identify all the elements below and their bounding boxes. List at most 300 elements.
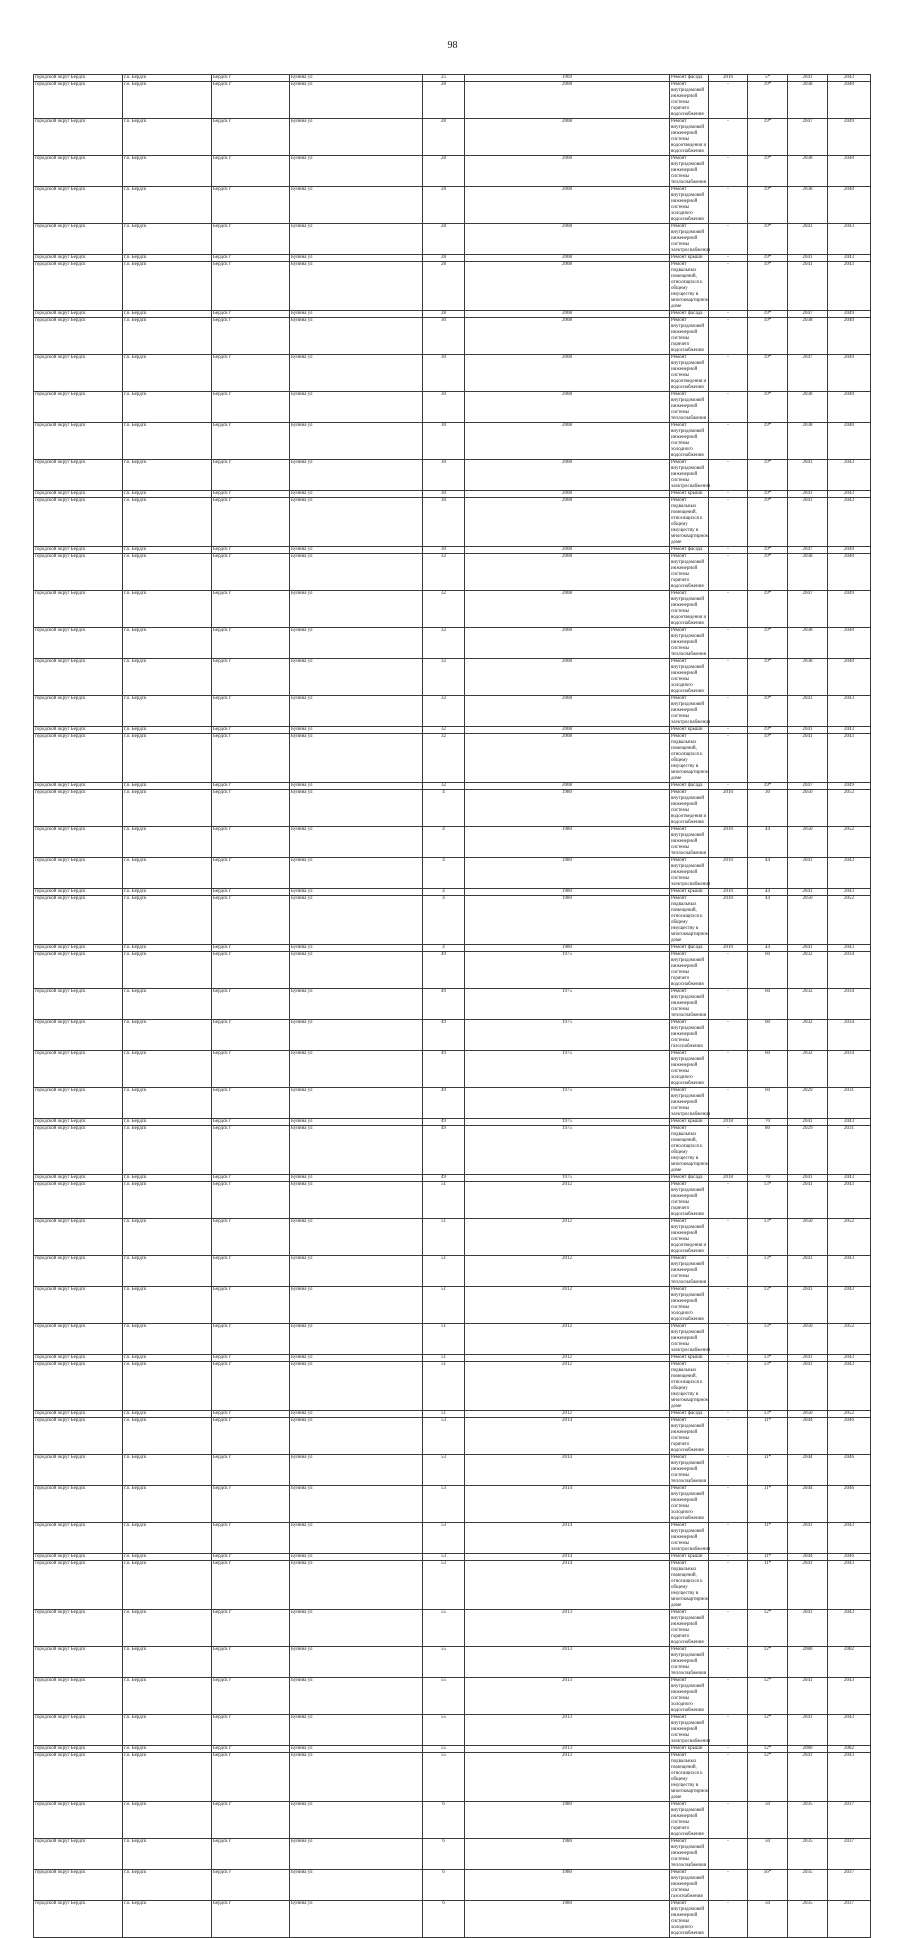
- cell-work-type: Ремонт крыши: [670, 491, 709, 498]
- cell-work-type: Ремонт фасада: [670, 945, 709, 952]
- table-row: [34, 423, 871, 460]
- cell-area: городской округ Бердск: [34, 1362, 123, 1411]
- cell-last-repair-year: -: [709, 1678, 748, 1715]
- cell-street: Бунина ул: [290, 547, 423, 554]
- cell-house: 49: [423, 1020, 465, 1051]
- cell-settlement: г.о. Бердск: [123, 255, 212, 262]
- cell-house: 32: [423, 628, 465, 659]
- cell-end-year: 2043: [828, 945, 871, 952]
- cell-start-year: 2041: [788, 1182, 828, 1219]
- cell-city: Бердск г: [212, 119, 290, 156]
- cell-build-year: 2012: [465, 1182, 670, 1219]
- cell-start-year: 2047: [788, 783, 828, 790]
- cell-street: Бунина ул: [290, 119, 423, 156]
- cell-last-repair-year: -: [709, 1647, 748, 1678]
- cell-service-period: 44: [748, 889, 788, 896]
- cell-last-repair-year: -: [709, 1610, 748, 1647]
- table-row: [34, 156, 871, 187]
- cell-start-year: 2032: [788, 952, 828, 989]
- cell-last-repair-year: 2010: [709, 827, 748, 858]
- cell-area: городской округ Бердск: [34, 1901, 123, 1938]
- table-row: [34, 896, 871, 945]
- cell-last-repair-year: -: [709, 1362, 748, 1411]
- cell-build-year: 2013: [465, 1678, 670, 1715]
- cell-build-year: 2008: [465, 156, 670, 187]
- cell-settlement: г.о. Бердск: [123, 1610, 212, 1647]
- cell-end-year: 2043: [828, 1119, 871, 1126]
- cell-house: 49: [423, 989, 465, 1020]
- cell-start-year: 2047: [788, 311, 828, 318]
- cell-build-year: 2008: [465, 783, 670, 790]
- cell-service-period: 19*: [748, 498, 788, 547]
- table-row: [34, 355, 871, 392]
- cell-city: Бердск г: [212, 187, 290, 224]
- table-row: [34, 224, 871, 255]
- cell-work-type: Ремонт внутридомовой инженерной системы водоотведения и водоснабжения: [670, 119, 709, 156]
- cell-last-repair-year: -: [709, 952, 748, 989]
- cell-end-year: 2043: [828, 734, 871, 783]
- cell-work-type: Ремонт подвальных помещений, относящихся к общему имуществу в многоквартирном доме: [671, 262, 709, 309]
- cell-street: Бунина ул: [290, 1647, 423, 1678]
- cell-work-type: Ремонт подвальных помещений, относящихся к общему имуществу в многоквартирном доме: [671, 498, 709, 545]
- cell-end-year: 2040: [828, 318, 871, 355]
- cell-service-period: 12*: [748, 1715, 788, 1746]
- cell-start-year: 2038: [788, 628, 828, 659]
- cell-service-period: 30: [748, 790, 788, 827]
- cell-build-year: 2008: [465, 355, 670, 392]
- cell-work-type: Ремонт внутридомовой инженерной системы водоотведения и водоснабжения: [670, 790, 709, 827]
- cell-work-type: Ремонт внутридомовой инженерной системы горячего водоснабжения: [670, 1418, 709, 1455]
- cell-end-year: 2043: [828, 498, 871, 547]
- cell-city: Бердск г: [212, 1610, 290, 1647]
- cell-end-year: 2037: [828, 1839, 871, 1870]
- cell-build-year: 2008: [465, 727, 670, 734]
- cell-last-repair-year: -: [709, 1561, 748, 1610]
- cell-settlement: г.о. Бердск: [123, 1802, 212, 1839]
- table-row: [34, 1523, 871, 1554]
- cell-service-period: 19*: [748, 187, 788, 224]
- cell-work-type: Ремонт внутридомовой инженерной системы теплоснабжения: [670, 628, 709, 659]
- cell-city: Бердск г: [212, 1126, 290, 1175]
- cell-end-year: 2082: [828, 1647, 871, 1678]
- cell-house: 28: [423, 224, 465, 255]
- cell-end-year: 2049: [828, 547, 871, 554]
- cell-service-period: 19*: [748, 460, 788, 491]
- cell-settlement: г.о. Бердск: [123, 311, 212, 318]
- cell-last-repair-year: -: [709, 187, 748, 224]
- cell-start-year: 2041: [788, 1523, 828, 1554]
- cell-house: 51: [423, 1355, 465, 1362]
- cell-street: Бунина ул: [290, 1256, 423, 1287]
- cell-last-repair-year: -: [709, 659, 748, 696]
- cell-work-type: Ремонт внутридомовой инженерной системы теплоснабжения: [670, 1647, 709, 1678]
- cell-last-repair-year: -: [709, 156, 748, 187]
- cell-start-year: 2041: [788, 1119, 828, 1126]
- cell-start-year: 2047: [788, 591, 828, 628]
- cell-city: Бердск г: [212, 1287, 290, 1324]
- cell-build-year: 1975: [465, 1175, 670, 1182]
- cell-build-year: 1975: [465, 1051, 670, 1088]
- table-row: [34, 783, 871, 790]
- cell-build-year: 2008: [465, 255, 670, 262]
- cell-start-year: 2035: [788, 1901, 828, 1938]
- cell-work-type: Ремонт внутридомовой инженерной системы электроснабжения: [671, 1324, 711, 1353]
- cell-start-year: 2038: [788, 423, 828, 460]
- cell-city: Бердск г: [212, 1219, 290, 1256]
- cell-settlement: г.о. Бердск: [123, 547, 212, 554]
- cell-service-period: 44: [748, 827, 788, 858]
- cell-build-year: 1975: [465, 1126, 670, 1175]
- cell-city: Бердск г: [212, 790, 290, 827]
- cell-last-repair-year: -: [709, 224, 748, 255]
- cell-start-year: 2038: [788, 392, 828, 423]
- cell-build-year: 1975: [465, 1088, 670, 1119]
- cell-last-repair-year: -: [709, 392, 748, 423]
- table-row: [34, 989, 871, 1020]
- cell-settlement: г.о. Бердск: [123, 75, 212, 82]
- cell-last-repair-year: -: [709, 1182, 748, 1219]
- cell-work-type: Ремонт внутридомовой инженерной системы холодного водоснабжения: [670, 187, 709, 224]
- cell-build-year: 2008: [465, 628, 670, 659]
- cell-settlement: г.о. Бердск: [123, 1182, 212, 1219]
- cell-build-year: 2008: [465, 311, 670, 318]
- cell-service-period: 11*: [748, 1561, 788, 1610]
- cell-street: Бунина ул: [290, 1839, 423, 1870]
- cell-house: 53: [423, 1418, 465, 1455]
- cell-end-year: 2040: [828, 82, 871, 119]
- cell-city: Бердск г: [212, 224, 290, 255]
- table-row: [34, 659, 871, 696]
- cell-area: городской округ Бердск: [34, 75, 123, 82]
- cell-street: Бунина ул: [290, 1715, 423, 1746]
- cell-settlement: г.о. Бердск: [123, 156, 212, 187]
- table-row: [34, 727, 871, 734]
- cell-city: Бердск г: [212, 82, 290, 119]
- cell-build-year: 2008: [465, 554, 670, 591]
- cell-street: Бунина ул: [290, 1020, 423, 1051]
- cell-build-year: 2008: [465, 82, 670, 119]
- table-row: [34, 1362, 871, 1411]
- cell-street: Бунина ул: [290, 82, 423, 119]
- cell-end-year: 2043: [828, 1287, 871, 1324]
- cell-end-year: 2043: [828, 460, 871, 491]
- cell-house: 51: [423, 1411, 465, 1418]
- cell-last-repair-year: 2010: [709, 790, 748, 827]
- cell-last-repair-year: 2016: [709, 75, 748, 82]
- cell-settlement: г.о. Бердск: [123, 727, 212, 734]
- cell-work-type: Ремонт внутридомовой инженерной системы горячего водоснабжения: [670, 554, 709, 591]
- cell-last-repair-year: -: [709, 1287, 748, 1324]
- cell-house: 6: [423, 1870, 465, 1901]
- cell-area: городской округ Бердск: [34, 1324, 123, 1355]
- cell-service-period: 12*: [748, 1610, 788, 1647]
- cell-settlement: г.о. Бердск: [123, 1523, 212, 1554]
- cell-settlement: г.о. Бердск: [123, 1901, 212, 1938]
- cell-street: Бунина ул: [290, 423, 423, 460]
- cell-end-year: 2037: [828, 1870, 871, 1901]
- cell-work-type: Ремонт внутридомовой инженерной системы теплоснабжения: [670, 392, 709, 423]
- cell-city: Бердск г: [212, 1753, 290, 1802]
- cell-start-year: 2041: [788, 498, 828, 547]
- cell-street: Бунина ул: [290, 1901, 423, 1938]
- cell-end-year: 2043: [828, 255, 871, 262]
- cell-city: Бердск г: [212, 734, 290, 783]
- cell-last-repair-year: -: [709, 1802, 748, 1839]
- cell-area: городской округ Бердск: [34, 727, 123, 734]
- cell-work-type: Ремонт крыши: [670, 727, 709, 734]
- cell-area: городской округ Бердск: [34, 82, 123, 119]
- cell-house: 32: [423, 783, 465, 790]
- table-row: [34, 255, 871, 262]
- cell-settlement: г.о. Бердск: [123, 945, 212, 952]
- cell-area: городской округ Бердск: [34, 889, 123, 896]
- cell-start-year: 2050: [788, 1324, 828, 1355]
- cell-work-type: Ремонт подвальных помещений, относящихся к общему имуществу в многоквартирном доме: [671, 1362, 709, 1409]
- cell-city: Бердск г: [212, 628, 290, 659]
- cell-area: городской округ Бердск: [34, 1802, 123, 1839]
- cell-last-repair-year: -: [709, 1324, 748, 1355]
- cell-last-repair-year: -: [709, 1411, 748, 1418]
- cell-area: городской округ Бердск: [34, 734, 123, 783]
- cell-house: 4: [423, 790, 465, 827]
- cell-house: 32: [423, 591, 465, 628]
- cell-service-period: 12*: [748, 1746, 788, 1753]
- table-row: [34, 491, 871, 498]
- cell-last-repair-year: -: [709, 783, 748, 790]
- cell-start-year: 2044: [788, 1486, 828, 1523]
- cell-last-repair-year: -: [709, 591, 748, 628]
- cell-start-year: 2041: [788, 255, 828, 262]
- cell-area: городской округ Бердск: [34, 696, 123, 727]
- cell-city: Бердск г: [212, 1455, 290, 1486]
- cell-work-type: Ремонт внутридомовой инженерной системы водоотведения и водоснабжения: [670, 591, 709, 628]
- cell-work-type: Ремонт подвальных помещений, относящихся к общему имуществу в многоквартирном доме: [671, 896, 709, 943]
- cell-street: Бунина ул: [290, 1182, 423, 1219]
- cell-area: городской округ Бердск: [34, 224, 123, 255]
- cell-work-type: Ремонт внутридомовой инженерной системы электроснабжения: [671, 224, 711, 253]
- cell-start-year: 2038: [788, 82, 828, 119]
- cell-city: Бердск г: [212, 318, 290, 355]
- cell-city: Бердск г: [212, 1020, 290, 1051]
- cell-settlement: г.о. Бердск: [123, 460, 212, 491]
- cell-street: Бунина ул: [290, 224, 423, 255]
- cell-start-year: 2041: [788, 1355, 828, 1362]
- cell-build-year: 2008: [465, 392, 670, 423]
- cell-end-year: 2040: [828, 187, 871, 224]
- cell-area: городской округ Бердск: [34, 858, 123, 889]
- cell-end-year: 2043: [828, 858, 871, 889]
- cell-start-year: 2041: [788, 696, 828, 727]
- cell-work-type: Ремонт фасада: [670, 75, 709, 82]
- table-row: [34, 1219, 871, 1256]
- cell-service-period: 80: [748, 1126, 788, 1175]
- cell-city: Бердск г: [212, 1802, 290, 1839]
- cell-end-year: 2043: [828, 1523, 871, 1554]
- cell-end-year: 2034: [828, 989, 871, 1020]
- cell-start-year: 2041: [788, 889, 828, 896]
- cell-work-type: Ремонт внутридомовой инженерной системы электроснабжения: [671, 1088, 711, 1117]
- cell-last-repair-year: -: [709, 82, 748, 119]
- cell-house: 30: [423, 547, 465, 554]
- cell-end-year: 2049: [828, 591, 871, 628]
- cell-house: 6: [423, 1839, 465, 1870]
- cell-city: Бердск г: [212, 156, 290, 187]
- cell-work-type: Ремонт внутридомовой инженерной системы электроснабжения: [671, 1715, 711, 1744]
- cell-street: Бунина ул: [290, 790, 423, 827]
- cell-start-year: 2050: [788, 896, 828, 945]
- cell-build-year: 2008: [465, 547, 670, 554]
- cell-settlement: г.о. Бердск: [123, 318, 212, 355]
- cell-street: Бунина ул: [290, 1486, 423, 1523]
- cell-street: Бунина ул: [290, 1126, 423, 1175]
- cell-city: Бердск г: [212, 1870, 290, 1901]
- cell-last-repair-year: -: [709, 547, 748, 554]
- cell-city: Бердск г: [212, 1715, 290, 1746]
- cell-start-year: 2041: [788, 75, 828, 82]
- cell-street: Бунина ул: [290, 75, 423, 82]
- cell-house: 51: [423, 1219, 465, 1256]
- table-row: [34, 318, 871, 355]
- cell-area: городской округ Бердск: [34, 945, 123, 952]
- table-row: [34, 1746, 871, 1753]
- table-row: [34, 827, 871, 858]
- cell-build-year: 2012: [465, 1362, 670, 1411]
- cell-build-year: 2008: [465, 318, 670, 355]
- cell-start-year: 2080: [788, 1647, 828, 1678]
- cell-city: Бердск г: [212, 1486, 290, 1523]
- cell-service-period: 19*: [748, 554, 788, 591]
- cell-house: 30: [423, 491, 465, 498]
- cell-service-period: 19*: [748, 119, 788, 156]
- cell-start-year: 2035: [788, 1870, 828, 1901]
- cell-service-period: 19*: [748, 318, 788, 355]
- cell-last-repair-year: -: [709, 1746, 748, 1753]
- cell-service-period: 12*: [748, 1678, 788, 1715]
- cell-work-type: Ремонт внутридомовой инженерной системы теплоснабжения: [670, 1256, 709, 1287]
- cell-area: городской округ Бердск: [34, 491, 123, 498]
- cell-area: городской округ Бердск: [34, 1523, 123, 1554]
- cell-service-period: 13*: [748, 1411, 788, 1418]
- cell-house: 25: [423, 75, 465, 82]
- cell-area: городской округ Бердск: [34, 1839, 123, 1870]
- cell-area: городской округ Бердск: [34, 311, 123, 318]
- cell-city: Бердск г: [212, 1411, 290, 1418]
- cell-settlement: г.о. Бердск: [123, 858, 212, 889]
- cell-work-type: Ремонт внутридомовой инженерной системы холодного водоснабжения: [670, 659, 709, 696]
- cell-build-year: 1975: [465, 1020, 670, 1051]
- cell-house: 6: [423, 1802, 465, 1839]
- cell-end-year: 2043: [828, 1175, 871, 1182]
- cell-last-repair-year: -: [709, 491, 748, 498]
- cell-service-period: 50: [748, 1802, 788, 1839]
- cell-street: Бунина ул: [290, 262, 423, 311]
- cell-settlement: г.о. Бердск: [123, 1287, 212, 1324]
- cell-work-type: Ремонт внутридомовой инженерной системы теплоснабжения: [670, 827, 709, 858]
- cell-end-year: 2043: [828, 491, 871, 498]
- cell-city: Бердск г: [212, 392, 290, 423]
- cell-area: городской округ Бердск: [34, 1182, 123, 1219]
- cell-end-year: 2043: [828, 262, 871, 311]
- cell-work-type: Ремонт внутридомовой инженерной системы холодного водоснабжения: [670, 1051, 709, 1088]
- cell-city: Бердск г: [212, 1523, 290, 1554]
- cell-area: городской округ Бердск: [34, 1561, 123, 1610]
- cell-settlement: г.о. Бердск: [123, 734, 212, 783]
- cell-last-repair-year: -: [709, 311, 748, 318]
- cell-work-type: Ремонт внутридомовой инженерной системы горячего водоснабжения: [670, 82, 709, 119]
- cell-street: Бунина ул: [290, 1355, 423, 1362]
- cell-last-repair-year: -: [709, 1418, 748, 1455]
- cell-area: городской округ Бердск: [34, 187, 123, 224]
- cell-house: 51: [423, 1182, 465, 1219]
- cell-start-year: 2032: [788, 1051, 828, 1088]
- cell-settlement: г.о. Бердск: [123, 1418, 212, 1455]
- cell-house: 28: [423, 156, 465, 187]
- cell-area: городской округ Бердск: [34, 554, 123, 591]
- table-row: [34, 82, 871, 119]
- cell-area: городской округ Бердск: [34, 1418, 123, 1455]
- cell-street: Бунина ул: [290, 187, 423, 224]
- cell-street: Бунина ул: [290, 889, 423, 896]
- cell-work-type: Ремонт внутридомовой инженерной системы горячего водоснабжения: [670, 1182, 709, 1219]
- cell-settlement: г.о. Бердск: [123, 1088, 212, 1119]
- table-row: [34, 591, 871, 628]
- cell-build-year: 2008: [465, 262, 670, 311]
- cell-service-period: 13*: [748, 1219, 788, 1256]
- cell-city: Бердск г: [212, 1561, 290, 1610]
- cell-settlement: г.о. Бердск: [123, 696, 212, 727]
- cell-area: городской округ Бердск: [34, 318, 123, 355]
- cell-service-period: 13*: [748, 1362, 788, 1411]
- cell-city: Бердск г: [212, 989, 290, 1020]
- cell-start-year: 2041: [788, 1715, 828, 1746]
- cell-area: городской округ Бердск: [34, 1051, 123, 1088]
- cell-area: городской округ Бердск: [34, 827, 123, 858]
- cell-last-repair-year: -: [709, 628, 748, 659]
- table-body: [34, 75, 871, 1938]
- cell-end-year: 2052: [828, 1324, 871, 1355]
- cell-settlement: г.о. Бердск: [123, 224, 212, 255]
- cell-settlement: г.о. Бердск: [123, 827, 212, 858]
- cell-end-year: 2040: [828, 628, 871, 659]
- cell-build-year: 1980: [465, 827, 670, 858]
- cell-city: Бердск г: [212, 491, 290, 498]
- cell-work-type: Ремонт подвальных помещений, относящихся к общему имуществу в многоквартирном доме: [671, 1126, 709, 1173]
- cell-area: городской округ Бердск: [34, 896, 123, 945]
- cell-work-type: Ремонт крыши: [670, 889, 709, 896]
- cell-work-type: Ремонт фасада: [670, 311, 709, 318]
- cell-last-repair-year: 2018: [709, 1119, 748, 1126]
- cell-street: Бунина ул: [290, 896, 423, 945]
- cell-street: Бунина ул: [290, 554, 423, 591]
- cell-house: 53: [423, 1523, 465, 1554]
- cell-start-year: 2038: [788, 659, 828, 696]
- cell-service-period: 19*: [748, 255, 788, 262]
- cell-work-type: Ремонт внутридомовой инженерной системы теплоснабжения: [670, 1839, 709, 1870]
- cell-house: 30: [423, 460, 465, 491]
- cell-service-period: 19*: [748, 783, 788, 790]
- cell-end-year: 2040: [828, 554, 871, 591]
- cell-start-year: 2050: [788, 1219, 828, 1256]
- cell-build-year: 1980: [465, 896, 670, 945]
- cell-last-repair-year: -: [709, 989, 748, 1020]
- cell-street: Бунина ул: [290, 355, 423, 392]
- cell-end-year: 2040: [828, 392, 871, 423]
- cell-area: городской округ Бердск: [34, 1287, 123, 1324]
- cell-start-year: 2041: [788, 727, 828, 734]
- cell-service-period: 19*: [748, 392, 788, 423]
- cell-street: Бунина ул: [290, 734, 423, 783]
- cell-build-year: 2008: [465, 734, 670, 783]
